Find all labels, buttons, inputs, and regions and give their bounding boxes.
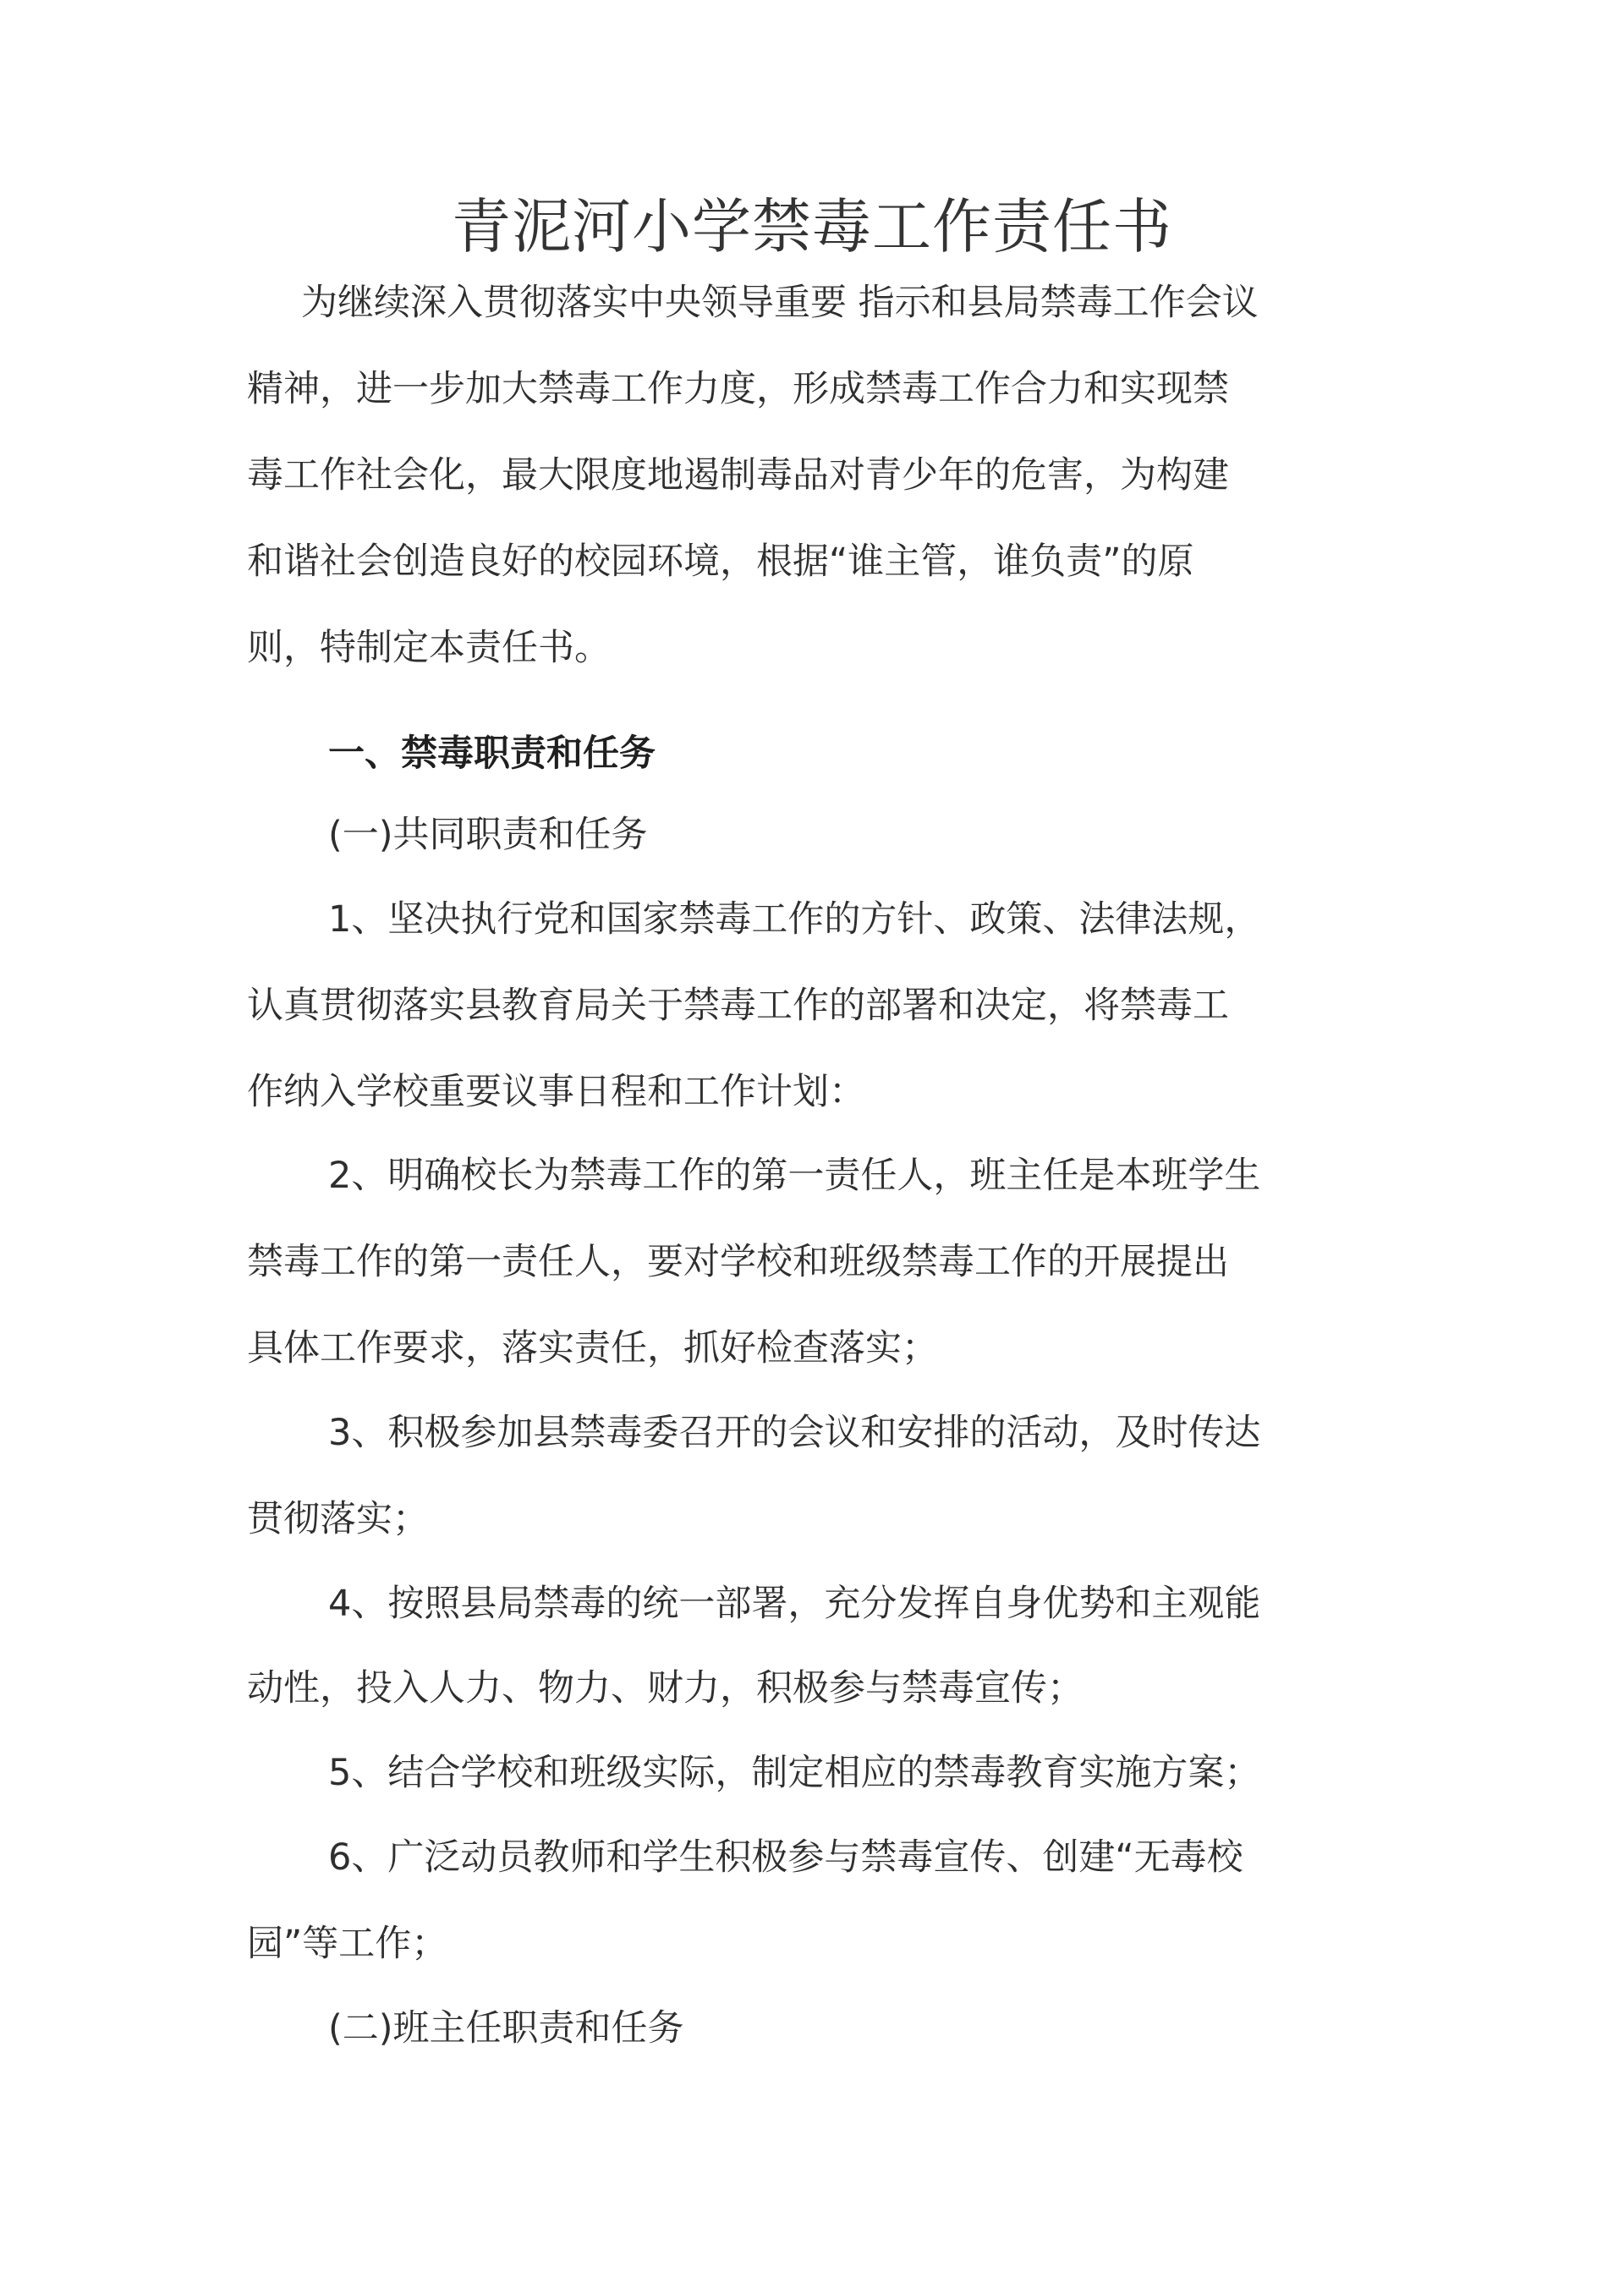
- paragraph-line: 具体工作要求，落实责任，抓好检查落实；: [247, 1327, 938, 1369]
- paragraph-line: 认真贯彻落实县教育局关于禁毒工作的部署和决定，将禁毒工: [247, 985, 1229, 1027]
- document-title: 青泥河小学禁毒工作责任书: [452, 192, 1172, 261]
- paragraph-line: 毒工作社会化，最大限度地遏制毒品对青少年的危害，为构建: [247, 454, 1229, 497]
- paragraph-line: 为继续深入贯彻落实中央领导重要 指示和县局禁毒工作会议: [301, 282, 1259, 324]
- paragraph-line: 禁毒工作的第一责任人，要对学校和班级禁毒工作的开展提出: [247, 1241, 1229, 1283]
- paragraph-line: 园”等工作；: [247, 1923, 448, 1965]
- paragraph-line: 作纳入学校重要议事日程和工作计划：: [247, 1071, 865, 1113]
- paragraph-line: 动性，投入人力、物力、财力，积极参与禁毒宣传；: [247, 1667, 1084, 1710]
- paragraph-line: 和谐社会创造良好的校园环境，根据“谁主管，谁负责”的原: [247, 541, 1194, 583]
- paragraph-line: 6、广泛动员教师和学生积极参与禁毒宣传、创建“无毒校: [328, 1836, 1243, 1879]
- paragraph-line: 4、按照县局禁毒的统一部署，充分发挥自身优势和主观能: [328, 1583, 1261, 1625]
- paragraph-line: 精神，进一步加大禁毒工作力度，形成禁毒工作合力和实现禁: [247, 368, 1229, 410]
- paragraph-line: 3、积极参加县禁毒委召开的会议和安排的活动，及时传达: [328, 1412, 1261, 1454]
- subsection-heading: (一)共同职责和任务: [328, 814, 648, 856]
- paragraph-line: 贯彻落实；: [247, 1498, 429, 1540]
- paragraph-line: 则，特制定本责任书。: [247, 627, 611, 669]
- subsection-heading: (二)班主任职责和任务: [328, 2007, 684, 2050]
- paragraph-line: 1、坚决执行党和国家禁毒工作的方针、政策、法律法规，: [328, 898, 1261, 941]
- section-heading: 一、禁毒职责和任务: [328, 733, 656, 775]
- paragraph-line: 2、明确校长为禁毒工作的第一责任人，班主任是本班学生: [328, 1155, 1261, 1197]
- paragraph-line: 5、结合学校和班级实际，制定相应的禁毒教育实施方案；: [328, 1752, 1261, 1794]
